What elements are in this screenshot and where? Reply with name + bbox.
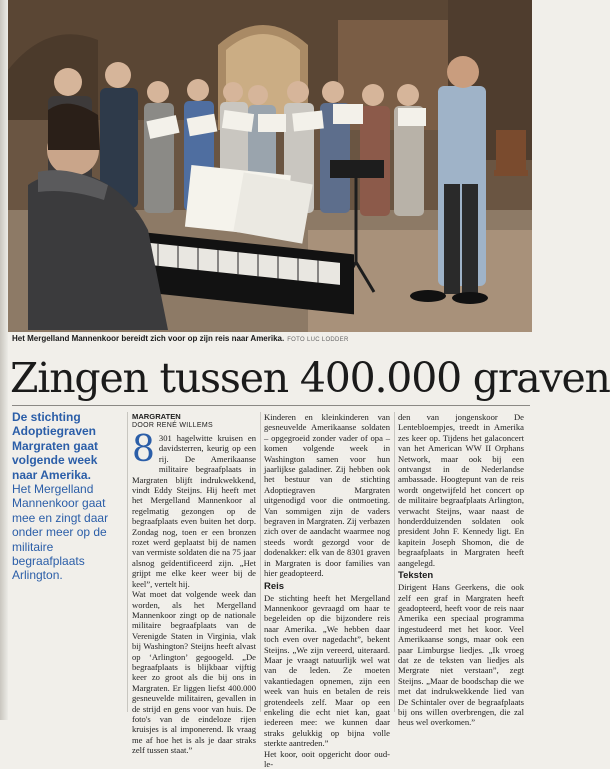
paragraph: Het koor, ooit opgericht door oud-le-	[264, 748, 390, 769]
paragraph: Wat moet dat volgende week dan worden, als het Mergelland Mannenkoor zingt op de nationale militaire begraafplaats van de Verenigde Staten in Virginia, vlak bij Washington? Steijns heeft alvast op ‘Arlington’ gegoogeld. „De begraafplaats is blijkbaar vijftig keer zo groot als die bij ons in Margraten. Er liggen liefst 400.000 gesneuvelde militairen, gevallen in de strijd en gens voor van huis. De foto's van de eindeloze rijen kruisjes is al imponerend. Ik vraag me af hoe het is als je daar straks zelf tussen staat.”	[132, 589, 256, 756]
article-column-1	[132, 412, 256, 756]
headline-rule	[12, 405, 530, 406]
page-edge	[0, 0, 8, 720]
photo-credit: FOTO LUC LODDER	[287, 337, 349, 343]
drop-cap: 8	[132, 429, 155, 470]
choir-photo	[8, 0, 532, 332]
paragraph	[132, 429, 256, 589]
subhead-teksten: Teksten	[398, 570, 434, 582]
intro-body: Het Mergelland Mannenkoor gaat mee en zingt daar onder meer op de militaire begraafplaats Arlington.	[12, 482, 109, 583]
article-column-2	[264, 412, 390, 769]
paragraph: Dirigent Hans Geerkens, die ook zelf een graf in Margraten heeft geadopteerd, heeft voor de reis naar Amerika een speciaal programma ingestudeerd met het koor. Veel Amerikaanse songs, maar ook een paar Limburgse liedjes. „Ik vroeg dat ze de teksten van liedjes als Mergrate niet verstaan”, zegt Steijns. „Maar de boodschap die we met dat indrukwekkende lied van De Schintaler over de begraafplaats bij ons willen overbrengen, die zal heus wel overkomen.”	[398, 582, 524, 728]
column-divider	[260, 412, 261, 712]
subhead-reis: Reis	[264, 580, 285, 592]
paragraph: Kinderen en kleinkinderen van gesneuvelde Amerikaanse soldaten – opgegroeid zonder vader of opa – komen volgende week in Washington samen voor hun jaarlijkse galadiner. Zij hebben ook het bestuur van de stichting Adoptiegraven Margraten uitgenodigd voor die ontmoeting. Van sommigen zijn de vaders begraven in Margraten. Zij verbazen zich over de aandacht waarmee nog steeds wordt gezorgd voor de dodenakker: elk van de 8301 graven in Margraten is door families van hier geadopteerd.	[264, 412, 390, 579]
paragraph-text: 301 hagelwitte kruisen en davidsterren, keurig op een rij. De Amerikaanse militaire begraafplaats in Margraten blijft indrukwekkend, vindt Eddy Steijns. Hij heeft met het Mergelland Mannenkoor al regelmatig gezongen op de begraafplaats even buiten het dorp. Zondag nog, toen er een bronzen rozet werd geplaatst bij de namen van vermiste soldaten die na 75 jaar alsnog geïdentificeerd zijn. „Het grijpt me elke keer weer bij de keel”, vertelt hij.	[132, 433, 256, 589]
column-divider	[394, 412, 395, 712]
dateline: MARGRATEN	[132, 412, 181, 421]
column-divider	[127, 412, 128, 712]
intro-lead: De stichting Adoptiegraven Margraten gaat volgende week naar Amerika.	[12, 410, 99, 482]
photo-caption	[12, 334, 532, 345]
caption-text: Het Mergelland Mannenkoor bereidt zich voor op zijn reis naar Amerika.	[12, 334, 285, 343]
article-column-3	[398, 412, 524, 728]
headline: Zingen tussen 400.000 graven	[10, 354, 610, 402]
paragraph: De stichting heeft het Mergelland Mannenkoor gevraagd om haar te begeleiden op die bijzondere reis naar Amerika. „We hebben daar toch even over nagedacht”, bekent Steijns. „We zijn vereerd, uiteraard. Maar je vraagt natuurlijk wel wat van de leden. Ze moeten vakantiedagen opnemen, zijn een week van huis en betalen de reis grotendeels zelf. Maar op een enkeling die echt niet kan, gaat iedereen mee: we kunnen daar straks gelukkig op bijna volle sterkte aantreden.”	[264, 592, 390, 749]
intro	[12, 410, 124, 583]
byline: DOOR RENÉ WILLEMS	[132, 422, 213, 429]
paragraph: den van jongenskoor De Lentebloempjes, treedt in Amerika zes keer op. Tijdens het galaconcert van het American WW II Orphans Network, maar ook bij een ontvangst in de Nederlandse ambassade. Hoogtepunt van de reis wordt ongetwijfeld het concert op de militaire begraafplaats Arlington, verwacht Steijns, waar naast de honderdduizenden soldaten ook president John F. Kennedy ligt. En kapitein Joseph Shomon, die de begraafplaats in Margraten heeft aangelegd.	[398, 412, 524, 568]
